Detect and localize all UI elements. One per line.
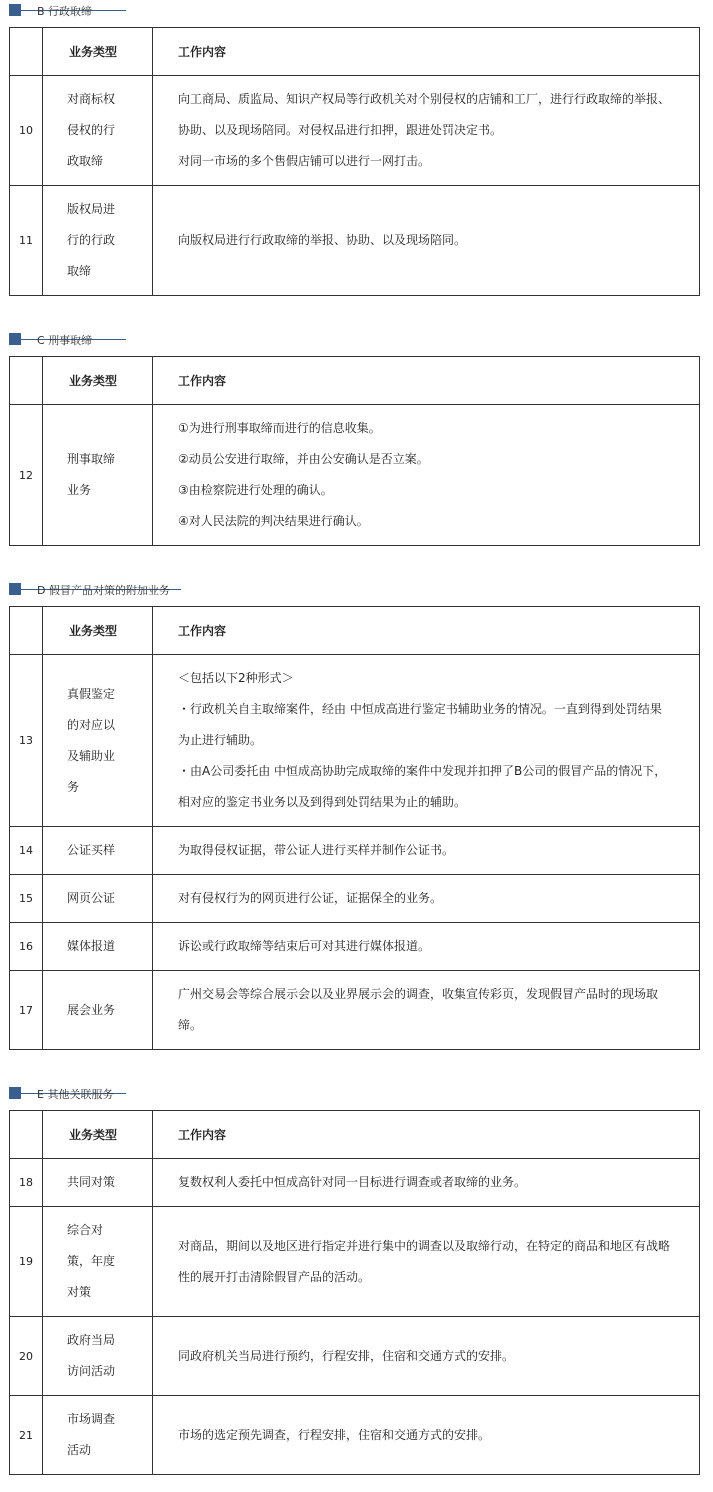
row-type: 网页公证: [43, 875, 153, 923]
header-type: 业务类型: [43, 1111, 153, 1159]
row-content: 为取得侵权证据，带公证人进行买样并制作公证书。: [153, 827, 700, 875]
section-heading: [0, 4, 713, 24]
row-number: 10: [10, 76, 43, 186]
table-header-row: [10, 357, 700, 405]
table-row: [10, 923, 700, 971]
section-title: B 行政取缔: [37, 5, 93, 18]
header-type: 业务类型: [43, 28, 153, 76]
service-table: [9, 356, 700, 546]
row-type: 共同对策: [43, 1159, 153, 1207]
row-number: 15: [10, 875, 43, 923]
section-c: [0, 333, 713, 528]
row-content: 对商品，期间以及地区进行指定并进行集中的调查以及取缔行动，在特定的商品和地区有战略 性的展开打击清除假冒产品的活动。: [153, 1207, 700, 1317]
table-row: [10, 1159, 700, 1207]
row-content: 向工商局、质监局、知识产权局等行政机关对个别侵权的店铺和工厂，进行行政取缔的举报、 协助、以及现场陪同。对侵权品进行扣押，跟进处罚决定书。 对同一市场的多个售假店铺可以进行一网打击。: [153, 76, 700, 186]
table-row: [10, 186, 700, 296]
row-number: 17: [10, 971, 43, 1050]
header-content: 工作内容: [153, 607, 700, 655]
header-type: 业务类型: [43, 357, 153, 405]
table-row: [10, 655, 700, 827]
row-type: 真假鉴定 的对应以 及辅助业 务: [43, 655, 153, 827]
header-content: 工作内容: [153, 1111, 700, 1159]
header-num: [10, 28, 43, 76]
section-heading: [0, 1087, 713, 1107]
table-row: [10, 405, 700, 546]
row-type: 公证买样: [43, 827, 153, 875]
service-table: [9, 27, 700, 296]
header-content: 工作内容: [153, 357, 700, 405]
row-number: 14: [10, 827, 43, 875]
row-number: 11: [10, 186, 43, 296]
row-number: 20: [10, 1317, 43, 1396]
section-marker-icon: [9, 333, 21, 345]
table-row: [10, 1317, 700, 1396]
row-number: 19: [10, 1207, 43, 1317]
section-title: C 刑事取缔: [37, 334, 93, 347]
table-header-row: [10, 1111, 700, 1159]
header-type: 业务类型: [43, 607, 153, 655]
service-table: [9, 606, 700, 1050]
row-type: 对商标权 侵权的行 政取缔: [43, 76, 153, 186]
row-type: 刑事取缔 业务: [43, 405, 153, 546]
table-row: [10, 971, 700, 1050]
section-e: [0, 1087, 713, 1457]
row-content: 复数权利人委托中恒成高针对同一目标进行调查或者取缔的业务。: [153, 1159, 700, 1207]
row-type: 版权局进 行的行政 取缔: [43, 186, 153, 296]
header-num: [10, 357, 43, 405]
table-row: [10, 76, 700, 186]
row-type: 展会业务: [43, 971, 153, 1050]
row-number: 21: [10, 1396, 43, 1475]
row-content: 向版权局进行行政取缔的举报、协助、以及现场陪同。: [153, 186, 700, 296]
section-marker-icon: [9, 4, 21, 16]
row-content: ＜包括以下2种形式＞ ・行政机关自主取缔案件，经由 中恒成高进行鉴定书辅助业务的情况。一直到得到处罚结果 为止进行辅助。 ・由A公司委托由 中恒成高协助完成取缔的案件中发现并扣押了B公司的假冒产品的情况下， 相对应的鉴定书业务以及到得到处罚结果为止的辅助。: [153, 655, 700, 827]
section-d: [0, 583, 713, 1032]
row-content: 广州交易会等综合展示会以及业界展示会的调查，收集宣传彩页，发现假冒产品时的现场取 缔。: [153, 971, 700, 1050]
header-num: [10, 1111, 43, 1159]
section-title: D 假冒产品对策的附加业务: [37, 584, 170, 597]
row-content: 同政府机关当局进行预约，行程安排，住宿和交通方式的安排。: [153, 1317, 700, 1396]
row-number: 13: [10, 655, 43, 827]
table-row: [10, 827, 700, 875]
row-type: 媒体报道: [43, 923, 153, 971]
row-type: 政府当局 访问活动: [43, 1317, 153, 1396]
header-num: [10, 607, 43, 655]
section-title: E 其他关联服务: [37, 1088, 114, 1101]
table-row: [10, 875, 700, 923]
table-header-row: [10, 28, 700, 76]
section-marker-icon: [9, 583, 21, 595]
row-content: ①为进行刑事取缔而进行的信息收集。 ②动员公安进行取缔，并由公安确认是否立案。 ③由检察院进行处理的确认。 ④对人民法院的判决结果进行确认。: [153, 405, 700, 546]
row-type: 市场调查 活动: [43, 1396, 153, 1475]
service-table: [9, 1110, 700, 1475]
table-row: [10, 1396, 700, 1475]
row-content: 对有侵权行为的网页进行公证，证据保全的业务。: [153, 875, 700, 923]
section-heading: [0, 333, 713, 353]
row-number: 12: [10, 405, 43, 546]
table-header-row: [10, 607, 700, 655]
row-number: 18: [10, 1159, 43, 1207]
section-b: [0, 4, 713, 278]
row-type: 综合对 策，年度 对策: [43, 1207, 153, 1317]
header-content: 工作内容: [153, 28, 700, 76]
row-number: 16: [10, 923, 43, 971]
table-row: [10, 1207, 700, 1317]
row-content: 诉讼或行政取缔等结束后可对其进行媒体报道。: [153, 923, 700, 971]
row-content: 市场的选定预先调查，行程安排，住宿和交通方式的安排。: [153, 1396, 700, 1475]
section-marker-icon: [9, 1087, 21, 1099]
section-heading: [0, 583, 713, 603]
